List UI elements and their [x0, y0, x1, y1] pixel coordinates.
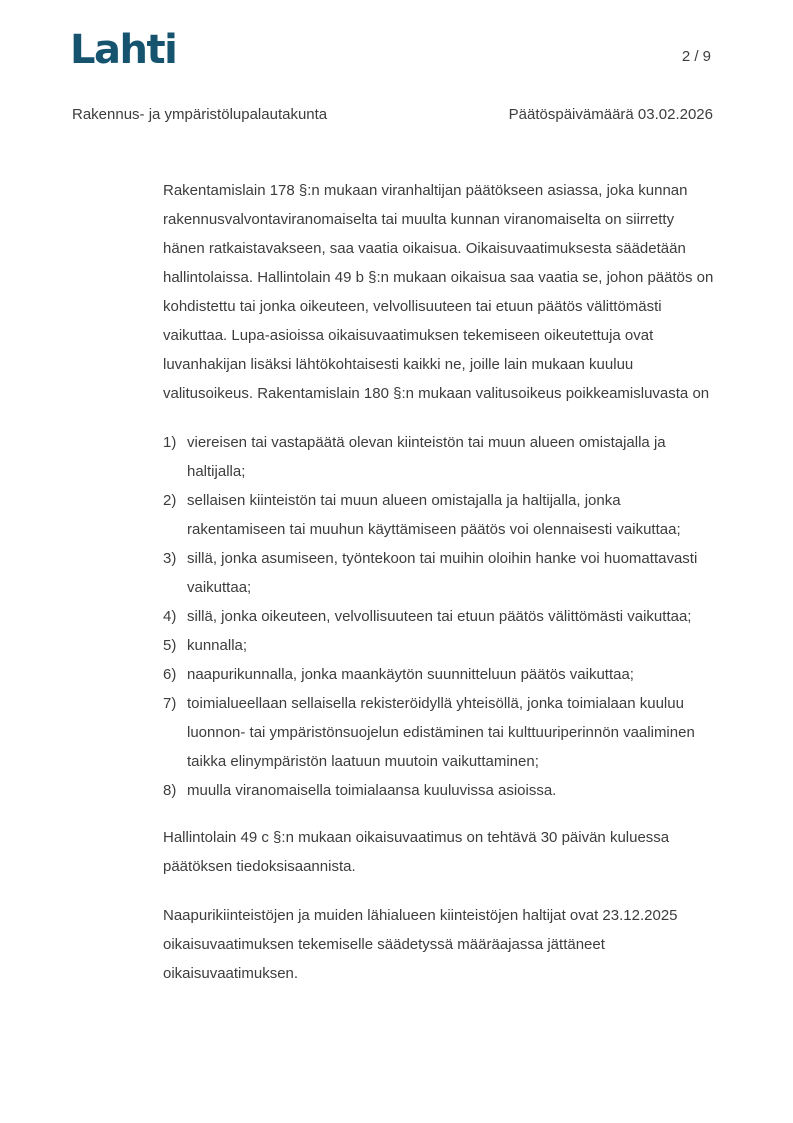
list-item-text: sillä, jonka oikeuteen, velvollisuuteen tai etuun päätös välittömästi vaikuttaa;: [187, 608, 692, 625]
decision-date: Päätöspäivämäärä 03.02.2026: [508, 106, 713, 123]
list-item: [163, 631, 718, 660]
list-item-text: sillä, jonka asumiseen, työntekoon tai muihin oloihin hanke voi huomattavasti vaikuttaa;: [187, 550, 698, 596]
document-body: [163, 176, 718, 1008]
list-item: [163, 660, 718, 689]
list-item-number: 2): [163, 492, 177, 509]
list-item-number: 7): [163, 695, 177, 712]
list-item-number: 3): [163, 550, 177, 567]
committee-name: Rakennus- ja ympäristölupalautakunta: [72, 106, 328, 123]
list-item-number: 4): [163, 608, 177, 625]
list-item-text: kunnalla;: [187, 637, 248, 654]
document-header-row: [72, 106, 713, 123]
list-item: [163, 689, 718, 776]
list-item: [163, 428, 718, 486]
list-item-text: sellaisen kiinteistön tai muun alueen omistajalla ja haltijalla, jonka rakentamiseen tai muuhun käyttämiseen päätös voi olennaisesti vaikuttaa;: [187, 492, 681, 538]
list-item-text: toimialueellaan sellaisella rekisteröidyllä yhteisöllä, jonka toimialaan kuuluu luonnon- tai ympäristönsuojelun edistäminen tai kulttuuriperinnön vaaliminen taikka elinympäristön laatuun muutoin vaikuttaminen;: [187, 695, 695, 770]
numbered-list: [163, 428, 718, 805]
body-paragraph-1: Rakentamislain 178 §:n mukaan viranhaltijan päätökseen asiassa, joka kunnan rakennusvalvontaviranomaiselta tai muulta kunnan viranomaiselta on siirretty hänen ratkaistavakseen, saa vaatia oikaisua. Oikaisuvaatimuksesta säädetään hallintolaissa. Hallintolain 49 b §:n mukaan oikaisua saa vaatia se, johon päätös on kohdistettu tai jonka oikeuteen, velvollisuuteen tai etuun päätös välittömästi vaikuttaa. Lupa-asioissa oikaisuvaatimuksen tekemiseen oikeutettuja ovat luvanhakijan lisäksi lähtökohtaisesti kaikki ne, joille lain mukaan kuuluu valitusoikeus. Rakentamislain 180 §:n mukaan valitusoikeus poikkeamisluvasta on: [163, 182, 714, 402]
page-number: 2 / 9: [681, 48, 711, 65]
list-item: [163, 486, 718, 544]
list-item-number: 8): [163, 782, 177, 799]
list-item-text: naapurikunnalla, jonka maankäytön suunnitteluun päätös vaikuttaa;: [187, 666, 634, 683]
list-item-text: viereisen tai vastapäätä olevan kiinteistön tai muun alueen omistajalla ja haltijalla;: [187, 434, 666, 480]
list-item: [163, 602, 718, 631]
list-item-text: muulla viranomaisella toimialaansa kuuluvissa asioissa.: [187, 782, 557, 799]
list-item-number: 6): [163, 666, 177, 683]
list-item-number: 1): [163, 434, 177, 451]
list-item: [163, 776, 718, 805]
body-paragraph-3: Naapurikiinteistöjen ja muiden lähialueen kiinteistöjen haltijat ovat 23.12.2025 oikaisuvaatimuksen tekemiselle säädetyssä määräajassa jättäneet oikaisuvaatimuksen.: [163, 907, 678, 982]
list-item-number: 5): [163, 637, 177, 654]
list-item: [163, 544, 718, 602]
lahti-logo: Lahti: [70, 27, 177, 73]
body-paragraph-2: Hallintolain 49 c §:n mukaan oikaisuvaatimus on tehtävä 30 päivän kuluessa päätöksen tiedoksisaannista.: [163, 829, 670, 875]
